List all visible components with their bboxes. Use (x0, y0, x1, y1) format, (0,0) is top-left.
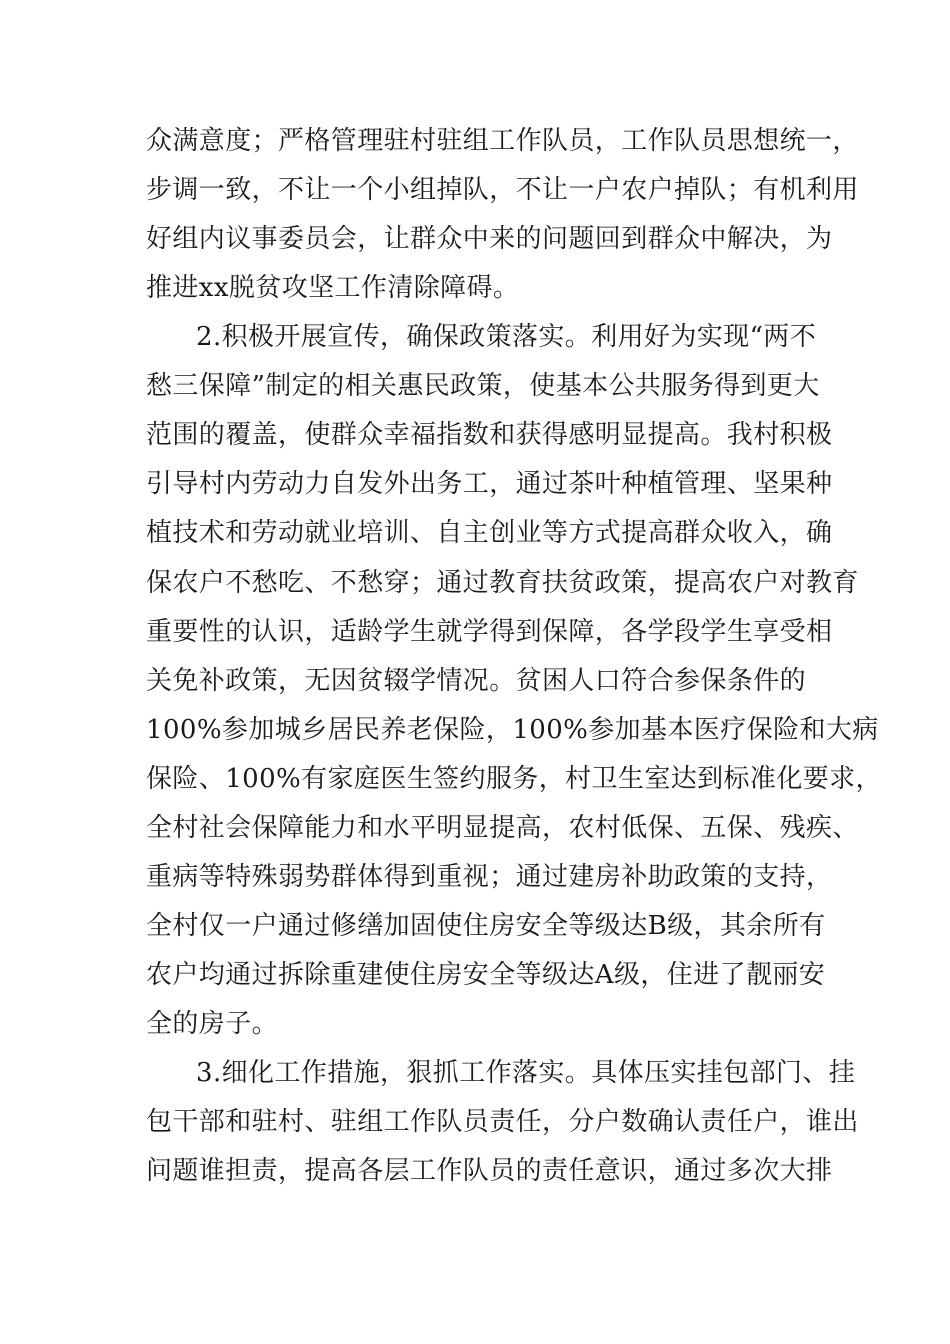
text-line: 全村社会保障能力和水平明显提高，农村低保、五保、残疾、 (146, 813, 859, 843)
paragraph-heading-line: 3.细化工作措施，狠抓工作落实。具体压实挂包部门、挂 (196, 1058, 856, 1088)
text-line: 愁三保障”制定的相关惠民政策，使基本公共服务得到更大 (146, 371, 820, 401)
text-line: 包干部和驻村、驻组工作队员责任，分户数确认责任户，谁出 (146, 1107, 859, 1137)
text-line: 重要性的认识，适龄学生就学得到保障，各学段学生享受相 (146, 617, 833, 647)
text-line: 保农户不愁吃、不愁穿；通过教育扶贫政策，提高农户对教育 (146, 568, 859, 598)
text-line: 关免补政策，无因贫辍学情况。贫困人口符合参保条件的 (146, 666, 807, 696)
text-line: 重病等特殊弱势群体得到重视；通过建房补助政策的支持， (146, 862, 833, 892)
paragraph-heading-line: 2.积极开展宣传，确保政策落实。利用好为实现“两不 (196, 322, 817, 352)
text-line: 引导村内劳动力自发外出务工，通过茶叶种植管理、坚果种 (146, 469, 833, 499)
text-line: 范围的覆盖，使群众幸福指数和获得感明显提高。我村积极 (146, 420, 833, 450)
text-line: 众满意度；严格管理驻村驻组工作队员，工作队员思想统一， (146, 126, 859, 156)
text-line: 全村仅一户通过修缮加固使住房安全等级达B级，其余所有 (146, 911, 826, 941)
text-line: 农户均通过拆除重建使住房安全等级达A级，住进了靓丽安 (146, 960, 826, 990)
text-line: 保险、100%有家庭医生签约服务，村卫生室达到标准化要求， (146, 764, 882, 794)
text-line: 植技术和劳动就业培训、自主创业等方式提高群众收入，确 (146, 518, 833, 548)
text-line: 步调一致，不让一个小组掉队，不让一户农户掉队；有机利用 (146, 175, 859, 205)
text-line: 全的房子。 (146, 1009, 279, 1039)
text-line: 好组内议事委员会，让群众中来的问题回到群众中解决，为 (146, 224, 833, 254)
text-line: 100%参加城乡居民养老保险，100%参加基本医疗保险和大病 (146, 715, 879, 745)
text-line: 推进xx脱贫攻坚工作清除障碍。 (146, 273, 520, 303)
text-line: 问题谁担责，提高各层工作队员的责任意识，通过多次大排 (146, 1156, 833, 1186)
